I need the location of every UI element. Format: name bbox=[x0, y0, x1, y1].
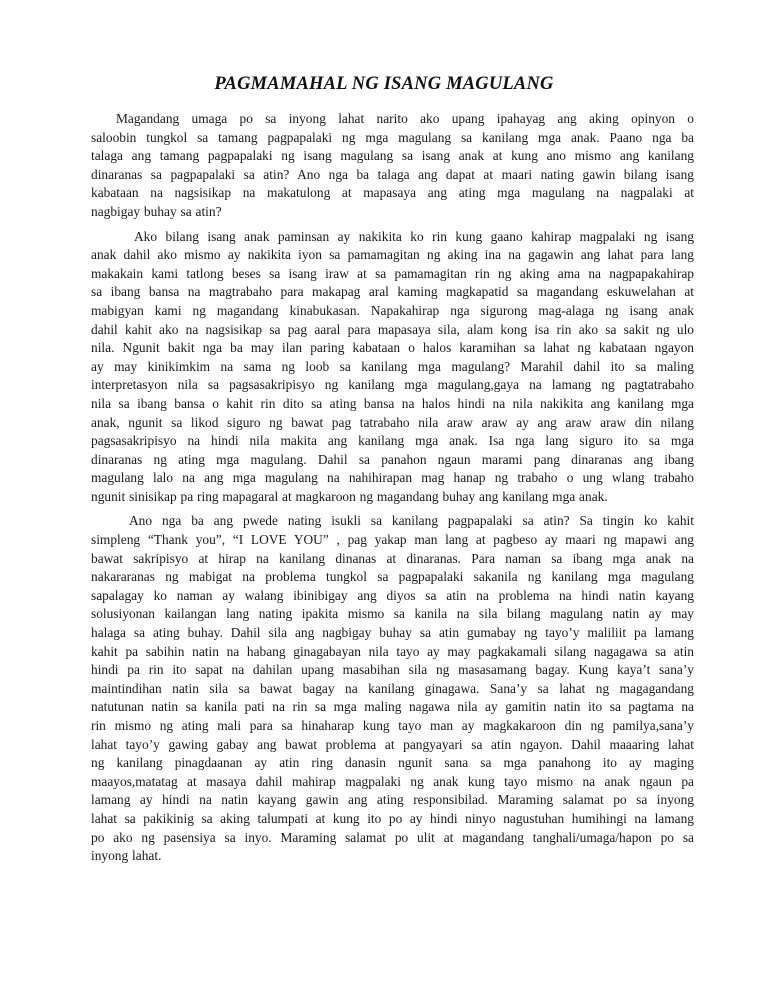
text-line: dinaranas ng ating mga magulang. Dahil sa panahon ngaun marami pang dinaranas ang ibang bbox=[91, 451, 694, 467]
text-line: Magandang umaga po sa inyong lahat narito ako upang ipahayag ang aking opinyon o bbox=[116, 111, 694, 126]
text-line: maayos,matatag at masaya dahil mahirap magpalaki ng anak kung tayo mismo na anak ngaun pa bbox=[91, 773, 694, 789]
text-line: natutunan natin sa kanila pati na rin sa mga maling nagawa nila ay gamitin natin ito sa pagtama na bbox=[91, 699, 694, 715]
text-line: maintindihan natin sila sa bawat bagay na kanilang ginagawa. Sana’y sa lahat ng magagandang bbox=[91, 680, 694, 696]
text-line: magulang lalo na ang mga magulang na nahihirapan mag hanap ng trabaho o ung wlang trabaho bbox=[91, 470, 694, 486]
text-line: ng kanilang pinagdaanan ay atin ring danasin ngunit sana sa mga panahong ito ay maging bbox=[91, 755, 694, 771]
text-line: nila. Ngunit bakit nga ba may ilan paring kabataan o halos karamihan sa lahat ng kabataan ngayon bbox=[91, 340, 694, 356]
text-line: dahil kahit ako na nagsisikap sa pag aaral para mapasaya sila, alam kong isa rin ako sa sakit ng ulo bbox=[91, 321, 694, 337]
text-line: pagsasakripisyo na hindi nila makita ang kanilang mga anak. Isa nga lang siguro ito sa mga bbox=[91, 433, 694, 449]
text-line: Ano nga ba ang pwede nating isukli sa kanilang pagpapalaki sa atin? Sa tingin ko kahit bbox=[129, 513, 694, 529]
text-line: Ako bilang isang anak paminsan ay nakikita ko rin kung gaano kahirap magpalaki ng isang bbox=[134, 228, 694, 244]
text-line: sa ibang bansa na magtrabaho para makapag aral kaming magkapatid sa magandang eskuwelahan at bbox=[91, 284, 694, 300]
text-line: interpretasyon nila sa pagsasakripisyo ng kanilang mga magulang,gaya na lamang ng pagtatrabaho bbox=[91, 377, 694, 393]
page-title: PAGMAMAHAL NG ISANG MAGULANG bbox=[214, 74, 554, 94]
paragraph bbox=[91, 110, 694, 222]
text-line: halaga sa ating buhay. Dahil sila ang nagbigay buhay sa atin gumabay ng tayo’y maliliit pa lamang bbox=[91, 625, 694, 641]
text-line: mabigyan kami ng magandang kinabukasan. Napakahirap nga sigurong mag-alaga ng isang anak bbox=[91, 302, 694, 318]
text-line: kahit pa sabihin natin na habang ginagabayan nila tayo ay may pagkakamali silang nagagawa sa atin bbox=[91, 643, 694, 659]
text-line: ngunit sinisikap pa ring mapagaral at magkaroon ng magandang buhay ang kanilang mga anak. bbox=[91, 488, 608, 504]
text-line: lamang ay hindi na natin kayang gawin ang ating responsibilad. Maraming salamat po sa inyong bbox=[91, 792, 694, 808]
text-line: inyong lahat. bbox=[91, 848, 162, 864]
text-line: solusiyonan kailangan lang nating ipakita mismo sa kanila na sila bilang magulang natin ay may bbox=[91, 606, 694, 622]
text-line: nakararanas ng mabigat na problema tungkol sa pagpapalaki sakanila ng kanilang mga magulang bbox=[91, 569, 694, 585]
text-line: nila sa ibang bansa o kahit rin dito sa ating bansa na halos hindi na nila nakikita ang kanilang mga bbox=[91, 395, 694, 411]
text-line: dinaranas sa pagpapalaki sa atin? Ano nga ba talaga ang dapat at maari nating gawin bilang isang bbox=[91, 166, 694, 182]
text-line: anak, ngunit sa likod siguro ng bawat pag tatrabaho nila araw araw ay ang araw araw din nilang bbox=[91, 414, 694, 430]
text-line: ay may kinikimkim na sama ng loob sa kanilang mga magulang? Marahil dahil ito sa maling bbox=[91, 358, 694, 374]
text-line: nagbigay buhay sa atin? bbox=[91, 203, 222, 219]
paragraph bbox=[91, 228, 694, 507]
paragraph bbox=[91, 512, 694, 865]
text-line: talaga ang tamang pagpapalaki ng isang magulang sa isang anak at kung ano mismo ang kanilang bbox=[91, 148, 694, 164]
text-line: saloobin tungkol sa tamang pagpapalaki ng mga magulang sa kanilang mga anak. Paano nga ba bbox=[91, 129, 694, 145]
essay-body bbox=[91, 110, 694, 866]
text-line: simpleng “Thank you”, “I LOVE YOU” , pag yakap man lang at pagbeso ay maari ng mapawi ang bbox=[91, 532, 694, 548]
text-line: lahat sa pakikinig sa aking talumpati at kung ito po ay hindi ninyo nagustuhan humihingi na lamang bbox=[91, 810, 694, 826]
text-line: lahat tayo’y gawing gabay ang bawat problema at pangyayari sa atin ngayon. Dahil maaaring lahat bbox=[91, 736, 694, 752]
text-line: sapalagay ko naman ay walang ibinibigay ang diyos sa atin na problema na hindi natin kayang bbox=[91, 587, 694, 603]
text-line: hindi pa rin ito sapat na dahilan upang masabihan sila ng masasamang bagay. Kung kaya’t sana’y bbox=[91, 662, 694, 678]
text-line: anak dahil ako mismo ay nakikita iyon sa pamamagitan ng aking ina na gagawin ang lahat para lang bbox=[91, 247, 694, 263]
text-line: bawat sakripisyo at hirap na kanilang dinanas at dinaranas. Para naman sa ibang mga anak na bbox=[91, 550, 694, 566]
text-line: po ako ng pasensiya sa inyo. Maraming salamat po ulit at magandang tanghali/umaga/hapon po sa bbox=[91, 829, 694, 845]
text-line: makakain kami tatlong beses sa isang iraw at sa pamamagitan rin ng aking ama na nagpapakahirap bbox=[91, 265, 694, 281]
text-line: rin mismo ng ating mali para sa hinaharap kung tayo man ay magkakaroon din ng pamilya,sana’y bbox=[91, 718, 694, 733]
text-line: kabataan na nagsisikap na makatulong at mapasaya ang ating mga magulang na nagpalaki at bbox=[91, 185, 694, 201]
